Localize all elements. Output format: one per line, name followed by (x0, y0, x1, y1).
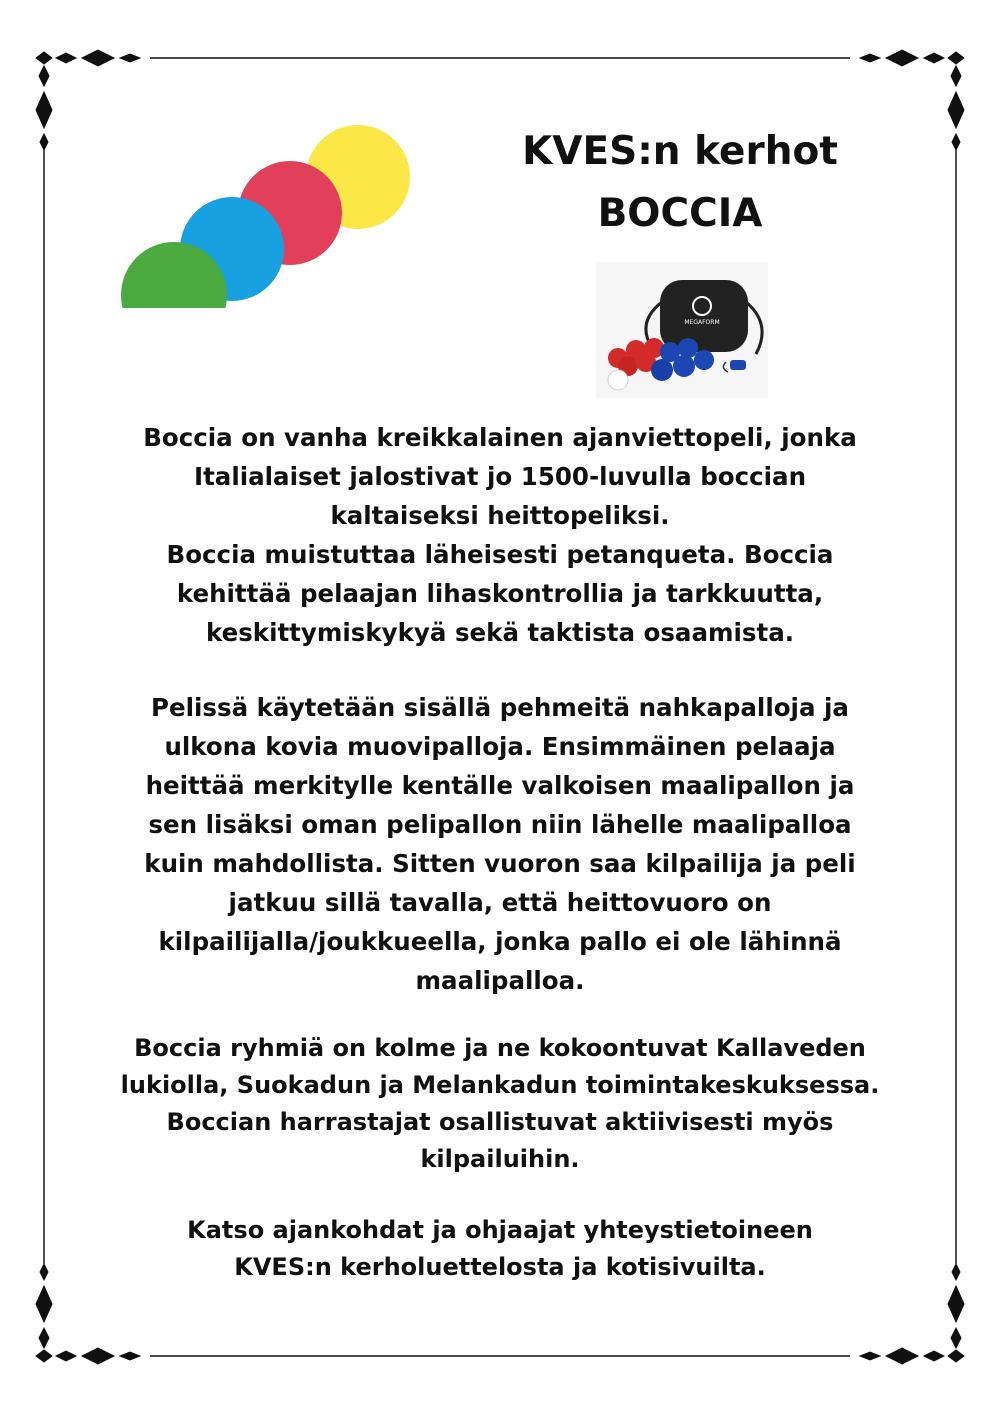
info-paragraph (90, 1212, 910, 1286)
info-line: KVES:n kerholuettelosta ja kotisivuilta. (234, 1253, 766, 1281)
rules-line: kuin mahdollista. Sitten vuoron saa kilpailija ja peli (144, 849, 856, 878)
intro-line: Boccia on vanha kreikkalainen ajanviettopeli, jonka (143, 423, 857, 452)
rules-paragraph (90, 688, 910, 1000)
rules-line: heittää merkitylle kentälle valkoisen maalipallon ja (145, 771, 855, 800)
info-line: Katso ajankohdat ja ohjaajat yhteystietoineen (187, 1216, 813, 1244)
page-title: KVES:n kerhot (522, 129, 838, 174)
rules-line: sen lisäksi oman pelipallon niin lähelle maalipalloa (148, 810, 852, 839)
page-subtitle: BOCCIA (597, 191, 763, 236)
rules-line: jatkuu sillä tavalla, että heittovuoro on (228, 888, 772, 917)
bag-icon (660, 280, 748, 352)
groups-line: Boccian harrastajat osallistuvat aktiivisesti myös (166, 1108, 834, 1136)
rules-line: ulkona kovia muovipalloja. Ensimmäinen pelaaja (164, 732, 836, 761)
bag-brand-label: MEGAFORM (684, 319, 720, 326)
intro-paragraph (90, 418, 910, 652)
groups-paragraph (90, 1030, 910, 1178)
groups-line: kilpailuihin. (420, 1145, 580, 1173)
rules-line: kilpailijalla/joukkueella, jonka pallo ei ole lähinnä (158, 927, 842, 956)
groups-line: Boccia ryhmiä on kolme ja ne kokoontuvat Kallaveden (134, 1034, 866, 1062)
rules-line: maalipalloa. (415, 966, 585, 995)
intro-line: keskittymiskykyä sekä taktista osaamista. (205, 618, 795, 647)
intro-line: kaltaiseksi heittopeliksi. (330, 501, 670, 530)
intro-line: kehittää pelaajan lihaskontrollia ja tarkkuutta, (176, 579, 824, 608)
colored-circles-logo (115, 120, 415, 312)
groups-line: lukiolla, Suokadun ja Melankadun toimintakeskuksessa. (120, 1071, 880, 1099)
rules-line: Pelissä käytetään sisällä pehmeitä nahkapalloja ja (151, 693, 849, 722)
intro-line: Boccia muistuttaa läheisesti petanqueta. Boccia (166, 540, 834, 569)
intro-line: Italialaiset jalostivat jo 1500-luvulla boccian (193, 462, 807, 491)
boccia-set-image (596, 262, 768, 398)
